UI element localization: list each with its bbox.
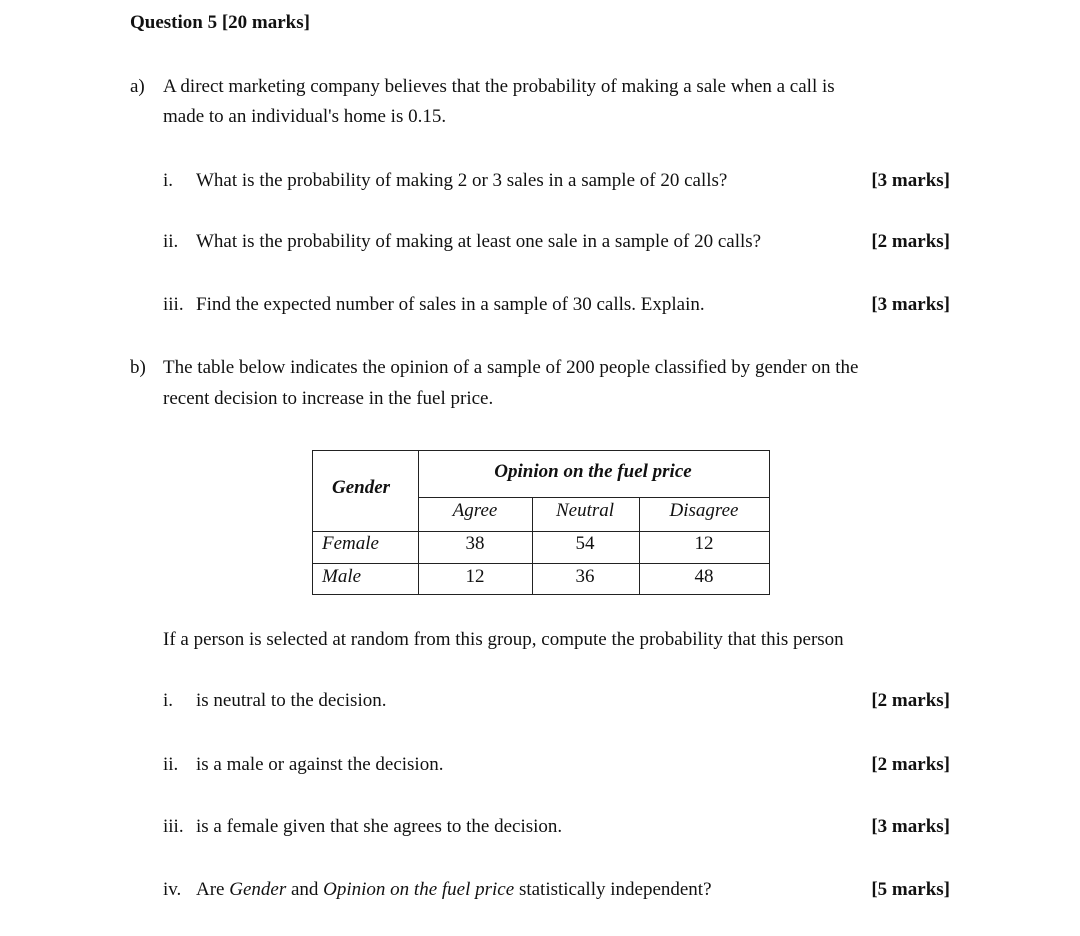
part-b-item-marks: [3 marks] [871, 816, 950, 837]
part-b-item-num: iii. [163, 816, 184, 837]
row-label-female: Female [322, 533, 379, 554]
question-title: Question 5 [20 marks] [130, 12, 310, 33]
part-a-item-text: Find the expected number of sales in a sample of 30 calls. Explain. [196, 294, 705, 315]
table-cell: 38 [465, 533, 485, 554]
part-a-item-text: What is the probability of making 2 or 3 sales in a sample of 20 calls? [196, 170, 728, 191]
part-b-item-num: ii. [163, 754, 179, 775]
part-b-item-marks: [5 marks] [871, 879, 950, 900]
part-b-item-text: is neutral to the decision. [196, 690, 387, 711]
part-a-item-num: ii. [163, 231, 179, 252]
table-cell: 12 [465, 566, 485, 587]
part-a-item-marks: [3 marks] [871, 294, 950, 315]
term-opinion: Opinion on the fuel price [323, 879, 515, 900]
part-b-intro-line1: The table below indicates the opinion of a sample of 200 people classified by gender on the [163, 357, 859, 378]
part-b-item-text: is a female given that she agrees to the decision. [196, 816, 563, 837]
part-a-item-num: i. [163, 170, 174, 191]
table-cell: 54 [575, 533, 595, 554]
group-header-opinion: Opinion on the fuel price [494, 461, 692, 482]
row-label-male: Male [322, 566, 362, 587]
table-rule [532, 497, 533, 594]
part-b-item-num: iv. [163, 879, 182, 900]
text-pre: Are [196, 879, 225, 900]
part-a-intro-line2: made to an individual's home is 0.15. [163, 106, 447, 127]
part-b-item-text: is a male or against the decision. [196, 754, 444, 775]
part-b-item-marks: [2 marks] [871, 690, 950, 711]
table-rule [419, 497, 769, 498]
table-rule [313, 531, 769, 532]
part-a-label: a) [130, 76, 145, 97]
part-b-item-num: i. [163, 690, 174, 711]
part-a-item-text: What is the probability of making at least one sale in a sample of 20 calls? [196, 231, 762, 252]
text-post: statistically independent? [518, 879, 712, 900]
part-b-intro-line2: recent decision to increase in the fuel price. [163, 388, 494, 409]
table-rule [639, 497, 640, 594]
part-b-item-text [196, 879, 712, 901]
column-header-disagree: Disagree [669, 500, 739, 521]
part-a-item-num: iii. [163, 294, 184, 315]
column-header-agree: Agree [452, 500, 498, 521]
table-cell: 48 [694, 566, 714, 587]
table-rule [418, 451, 419, 594]
table-rule [313, 563, 769, 564]
part-a-item-marks: [3 marks] [871, 170, 950, 191]
text-mid: and [290, 879, 319, 900]
table-cell: 12 [694, 533, 714, 554]
table-cell: 36 [575, 566, 595, 587]
opinion-table [312, 450, 770, 595]
part-a-item-marks: [2 marks] [871, 231, 950, 252]
part-a-intro-line1: A direct marketing company believes that the probability of making a sale when a call is [163, 76, 835, 97]
column-header-neutral: Neutral [555, 500, 615, 521]
term-gender: Gender [229, 879, 287, 900]
part-b-prompt: If a person is selected at random from this group, compute the probability that this person [163, 629, 844, 650]
part-b-label: b) [130, 357, 146, 378]
part-b-item-marks: [2 marks] [871, 754, 950, 775]
row-header-gender: Gender [332, 477, 391, 498]
